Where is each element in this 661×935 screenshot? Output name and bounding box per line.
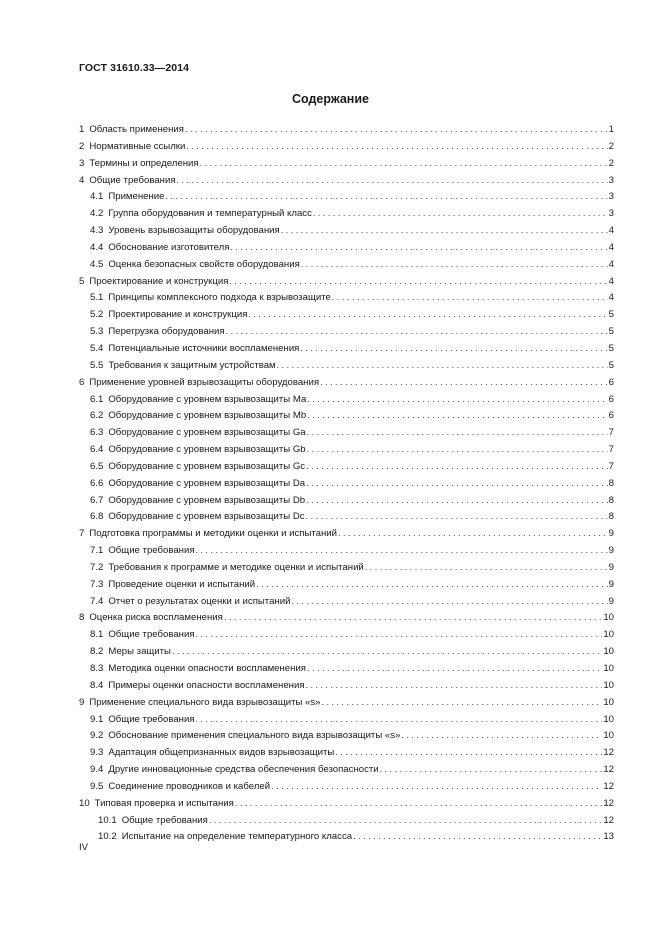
toc-entry[interactable] [79, 744, 614, 761]
toc-entry-number: 5.1 [90, 292, 104, 304]
toc-entry-number: 6.1 [90, 393, 104, 405]
toc-leader-dots [196, 626, 603, 643]
toc-entry[interactable] [79, 374, 614, 391]
toc-entry-page: 12 [603, 780, 614, 792]
toc-entry-number: 7.1 [90, 545, 104, 557]
toc-entry-number: 3 [79, 157, 85, 169]
toc-leader-dots [353, 828, 602, 845]
toc-entry-title: Уровень взрывозащиты оборудования [108, 225, 280, 237]
toc-entry-page: 4 [608, 292, 614, 304]
toc-leader-dots [224, 609, 603, 626]
toc-entry[interactable] [79, 138, 614, 155]
toc-leader-dots [185, 121, 608, 138]
toc-entry-page: 10 [603, 629, 614, 641]
toc-leader-dots [335, 744, 602, 761]
toc-entry-title: Требования к защитным устройствам [108, 359, 276, 371]
toc-entry-number: 8.4 [90, 679, 104, 691]
toc-leader-dots [307, 441, 608, 458]
toc-entry-number: 2 [79, 140, 85, 152]
toc-leader-dots [235, 795, 602, 812]
toc-entry-title: Типовая проверка и испытания [94, 797, 234, 809]
toc-entry-page: 10 [603, 696, 614, 708]
toc-leader-dots [332, 289, 608, 306]
toc-entry[interactable] [79, 542, 614, 559]
toc-entry-title: Обоснование применения специального вида взрывозащиты «s» [108, 730, 401, 742]
toc-entry-number: 5.4 [90, 342, 104, 354]
toc-entry-title: Оборудование с уровнем взрывозащиты Ма [108, 393, 307, 405]
toc-entry-page: 9 [608, 578, 614, 590]
toc-entry[interactable] [79, 727, 614, 744]
toc-entry-page: 8 [608, 477, 614, 489]
toc-leader-dots [229, 273, 607, 290]
toc-entry-title: Соединение проводников и кабелей [108, 780, 271, 792]
toc-entry-page: 5 [608, 359, 614, 371]
toc-entry-title: Подготовка программы и методики оценки и испытаний [89, 528, 338, 540]
toc-entry-page: 4 [608, 258, 614, 270]
toc-entry-number: 10.1 [98, 814, 117, 826]
toc-entry-title: Область применения [89, 124, 184, 135]
toc-entry-page: 3 [608, 174, 614, 186]
toc-entry-number: 10 [79, 797, 90, 809]
toc-entry[interactable] [79, 340, 614, 357]
toc-entry-page: 3 [608, 208, 614, 220]
toc-entry-number: 7.2 [90, 561, 104, 573]
toc-leader-dots [320, 374, 608, 391]
toc-entry-page: 9 [608, 561, 614, 573]
toc-entry-number: 9.5 [90, 780, 104, 792]
toc-entry-page: 12 [603, 797, 614, 809]
toc-entry-number: 7 [79, 528, 85, 540]
toc-leader-dots [307, 407, 607, 424]
toc-entry-title: Проектирование и конструкция [108, 309, 248, 321]
toc-entry-page: 2 [608, 140, 614, 152]
toc-entry[interactable] [79, 357, 614, 374]
toc-entry[interactable] [79, 643, 614, 660]
toc-entry-title: Применение уровней взрывозащиты оборудования [89, 376, 320, 388]
toc-entry-title: Общие требования [89, 174, 176, 186]
toc-entry[interactable] [79, 441, 614, 458]
toc-leader-dots [166, 188, 608, 205]
toc-entry[interactable] [79, 475, 614, 492]
toc-entry-page: 13 [603, 831, 614, 843]
toc-entry-number: 5.2 [90, 309, 104, 321]
toc-entry-number: 8 [79, 612, 85, 624]
toc-entry-page: 10 [603, 612, 614, 624]
toc-entry-page: 6 [608, 410, 614, 422]
toc-entry-page: 10 [603, 713, 614, 725]
toc-leader-dots [306, 475, 608, 492]
toc-entry-title: Оборудование с уровнем взрывозащиты Ga [108, 427, 306, 439]
toc-entry[interactable] [79, 188, 614, 205]
toc-entry-number: 6.2 [90, 410, 104, 422]
toc-entry-title: Применение [108, 191, 165, 203]
toc-entry-page: 10 [603, 663, 614, 674]
toc-entry-page: 7 [608, 444, 614, 456]
toc-entry-title: Применение специального вида взрывозащиты «s» [89, 696, 321, 708]
toc-entry-page: 12 [603, 747, 614, 759]
toc-entry-number: 9 [79, 696, 85, 708]
toc-leader-dots [306, 492, 608, 509]
toc-entry-number: 4 [79, 174, 85, 186]
toc-entry-number: 4.2 [90, 208, 104, 220]
toc-leader-dots [230, 239, 607, 256]
toc-entry[interactable] [79, 256, 614, 273]
toc-leader-dots [307, 391, 607, 408]
toc-entry-page: 5 [608, 342, 614, 354]
toc-entry-number: 4.1 [90, 191, 104, 203]
toc-entry-title: Оборудование с уровнем взрывозащиты Gb [108, 444, 306, 456]
toc-entry[interactable] [79, 576, 614, 593]
toc-entry-title: Потенциальные источники воспламенения [108, 342, 300, 354]
toc-entry[interactable] [79, 795, 614, 812]
toc-entry[interactable] [79, 525, 614, 542]
toc-entry-page: 12 [603, 814, 614, 826]
toc-entry[interactable] [79, 407, 614, 424]
toc-entry-title: Требования к программе и методике оценки и испытаний [108, 561, 364, 573]
toc-entry-title: Принципы комплексного подхода к взрывозащите [108, 292, 331, 304]
toc-entry-title: Группа оборудования и температурный класс [108, 208, 312, 220]
toc-entry-number: 6.8 [90, 511, 104, 523]
toc-entry-title: Методика оценки опасности воспламенения [108, 663, 306, 674]
toc-entry-number: 6.7 [90, 494, 104, 506]
toc-leader-dots [306, 508, 608, 525]
toc-entry-page: 8 [608, 494, 614, 506]
toc-entry-page: 9 [608, 528, 614, 540]
toc-leader-dots [271, 778, 602, 795]
toc-leader-dots [306, 677, 603, 694]
toc-entry[interactable] [79, 222, 614, 239]
toc-entry-page: 5 [608, 326, 614, 338]
toc-entry-number: 5.3 [90, 326, 104, 338]
toc-entry[interactable] [79, 205, 614, 222]
toc-leader-dots [172, 643, 602, 660]
toc-entry-page: 6 [608, 393, 614, 405]
toc-entry-page: 4 [608, 275, 614, 287]
toc-leader-dots [196, 711, 603, 728]
toc-leader-dots [177, 172, 608, 189]
toc-entry[interactable] [79, 323, 614, 340]
toc-entry-number: 6.5 [90, 460, 104, 472]
toc-entry[interactable] [79, 660, 614, 677]
toc-entry-title: Проектирование и конструкция [89, 275, 229, 287]
toc-leader-dots [186, 138, 607, 155]
toc-leader-dots [401, 727, 602, 744]
toc-entry-number: 6.6 [90, 477, 104, 489]
toc-entry-title: Оборудование с уровнем взрывозащиты Dc [108, 511, 305, 523]
toc-leader-dots [307, 424, 608, 441]
toc-entry[interactable] [79, 306, 614, 323]
toc-entry-title: Обоснование изготовителя [108, 241, 230, 253]
toc-entry-number: 8.1 [90, 629, 104, 641]
toc-entry[interactable] [79, 508, 614, 525]
toc-entry-number: 4.5 [90, 258, 104, 270]
toc-entry-page: 2 [608, 157, 614, 169]
toc-entry-title: Общие требования [121, 814, 208, 826]
toc-entry-title: Проведение оценки и испытаний [108, 578, 256, 590]
table-of-contents [79, 121, 614, 845]
toc-entry[interactable] [79, 424, 614, 441]
toc-entry[interactable] [79, 391, 614, 408]
toc-entry[interactable] [79, 492, 614, 509]
toc-entry[interactable] [79, 273, 614, 290]
toc-entry-number: 6.4 [90, 444, 104, 456]
toc-entry[interactable] [79, 593, 614, 610]
toc-entry[interactable] [79, 711, 614, 728]
toc-entry-title: Нормативные ссылки [89, 140, 186, 152]
toc-entry-page: 12 [603, 764, 614, 776]
toc-entry[interactable] [79, 609, 614, 626]
toc-leader-dots [306, 458, 608, 475]
toc-entry-title: Оборудование с уровнем взрывозащиты Gc [108, 460, 306, 472]
toc-leader-dots [322, 694, 603, 711]
toc-entry-number: 9.4 [90, 764, 104, 776]
toc-entry-title: Оборудование с уровнем взрывозащиты Da [108, 477, 306, 489]
toc-entry-title: Примеры оценки опасности воспламенения [108, 679, 305, 691]
toc-entry[interactable] [79, 828, 614, 845]
toc-entry-title: Общие требования [108, 629, 195, 641]
toc-entry-page: 5 [608, 309, 614, 321]
toc-leader-dots [338, 525, 608, 542]
toc-entry[interactable] [79, 694, 614, 711]
toc-entry-number: 4.3 [90, 225, 104, 237]
toc-leader-dots [300, 340, 607, 357]
toc-leader-dots [307, 660, 602, 677]
toc-entry-page: 8 [608, 511, 614, 523]
toc-entry-title: Общие требования [108, 713, 195, 725]
toc-entry-page: 7 [608, 460, 614, 472]
toc-leader-dots [200, 155, 608, 172]
toc-entry-number: 6.3 [90, 427, 104, 439]
toc-entry[interactable] [79, 559, 614, 576]
toc-entry-number: 9.1 [90, 713, 104, 725]
toc-entry-number: 8.2 [90, 646, 104, 658]
toc-entry-page: 3 [608, 191, 614, 203]
toc-entry-title: Другие инновационные средства обеспечения безопасности [108, 764, 379, 776]
toc-entry-number: 8.3 [90, 663, 104, 674]
toc-entry-title: Оценка риска воспламенения [89, 612, 223, 624]
toc-entry-number: 5.5 [90, 359, 104, 371]
toc-leader-dots [281, 222, 608, 239]
toc-leader-dots [226, 323, 608, 340]
toc-entry[interactable] [79, 812, 614, 829]
toc-leader-dots [380, 761, 603, 778]
toc-entry-page: 4 [608, 241, 614, 253]
toc-entry[interactable] [79, 458, 614, 475]
toc-entry-title: Общие требования [108, 545, 195, 557]
toc-entry-page: 9 [608, 595, 614, 607]
document-code: ГОСТ 31610.33—2014 [79, 62, 190, 74]
toc-entry-title: Оборудование с уровнем взрывозащиты Db [108, 494, 306, 506]
toc-entry-number: 9.3 [90, 747, 104, 759]
toc-entry-title: Адаптация общепризнанных видов взрывозащиты [108, 747, 335, 759]
toc-leader-dots [196, 542, 608, 559]
toc-leader-dots [313, 205, 608, 222]
toc-leader-dots [301, 256, 608, 273]
toc-entry-number: 5 [79, 275, 85, 287]
toc-entry-number: 7.4 [90, 595, 104, 607]
toc-entry-page: 6 [608, 376, 614, 388]
toc-entry-number: 7.3 [90, 578, 104, 590]
toc-entry[interactable] [79, 289, 614, 306]
toc-leader-dots [248, 306, 607, 323]
toc-entry[interactable] [79, 778, 614, 795]
toc-leader-dots [277, 357, 608, 374]
toc-entry-page: 10 [603, 646, 614, 658]
toc-entry-page: 10 [603, 679, 614, 691]
toc-entry[interactable] [79, 677, 614, 694]
toc-entry-title: Оборудование с уровнем взрывозащиты Mb [108, 410, 307, 422]
toc-leader-dots [256, 576, 608, 593]
page-number: IV [79, 842, 89, 853]
toc-entry-title: Оценка безопасных свойств оборудования [108, 258, 300, 270]
toc-entry-title: Термины и определения [89, 157, 199, 169]
toc-entry[interactable] [79, 626, 614, 643]
toc-entry-page: 7 [608, 427, 614, 439]
toc-entry[interactable] [79, 239, 614, 256]
toc-title: Содержание [291, 92, 369, 106]
toc-entry-page: 10 [603, 730, 614, 742]
toc-entry-page: 9 [608, 545, 614, 557]
toc-entry[interactable] [79, 155, 614, 172]
toc-entry[interactable] [79, 761, 614, 778]
toc-leader-dots [209, 812, 602, 829]
toc-entry-number: 6 [79, 376, 85, 388]
toc-entry-title: Отчет о результатах оценки и испытаний [108, 595, 291, 607]
toc-entry-title: Испытание на определение температурного класса [121, 831, 353, 843]
toc-entry[interactable] [79, 121, 614, 138]
toc-entry-page: 4 [608, 225, 614, 237]
toc-leader-dots [365, 559, 608, 576]
toc-entry-page: 1 [608, 124, 614, 135]
toc-entry-number: 1 [79, 124, 85, 135]
toc-entry-number: 4.4 [90, 241, 104, 253]
toc-entry-title: Перегрузка оборудования [108, 326, 225, 338]
toc-entry-number: 10.2 [98, 831, 117, 843]
toc-entry-title: Меры защиты [108, 646, 171, 658]
toc-entry[interactable] [79, 172, 614, 189]
toc-entry-number: 9.2 [90, 730, 104, 742]
toc-leader-dots [291, 593, 607, 610]
